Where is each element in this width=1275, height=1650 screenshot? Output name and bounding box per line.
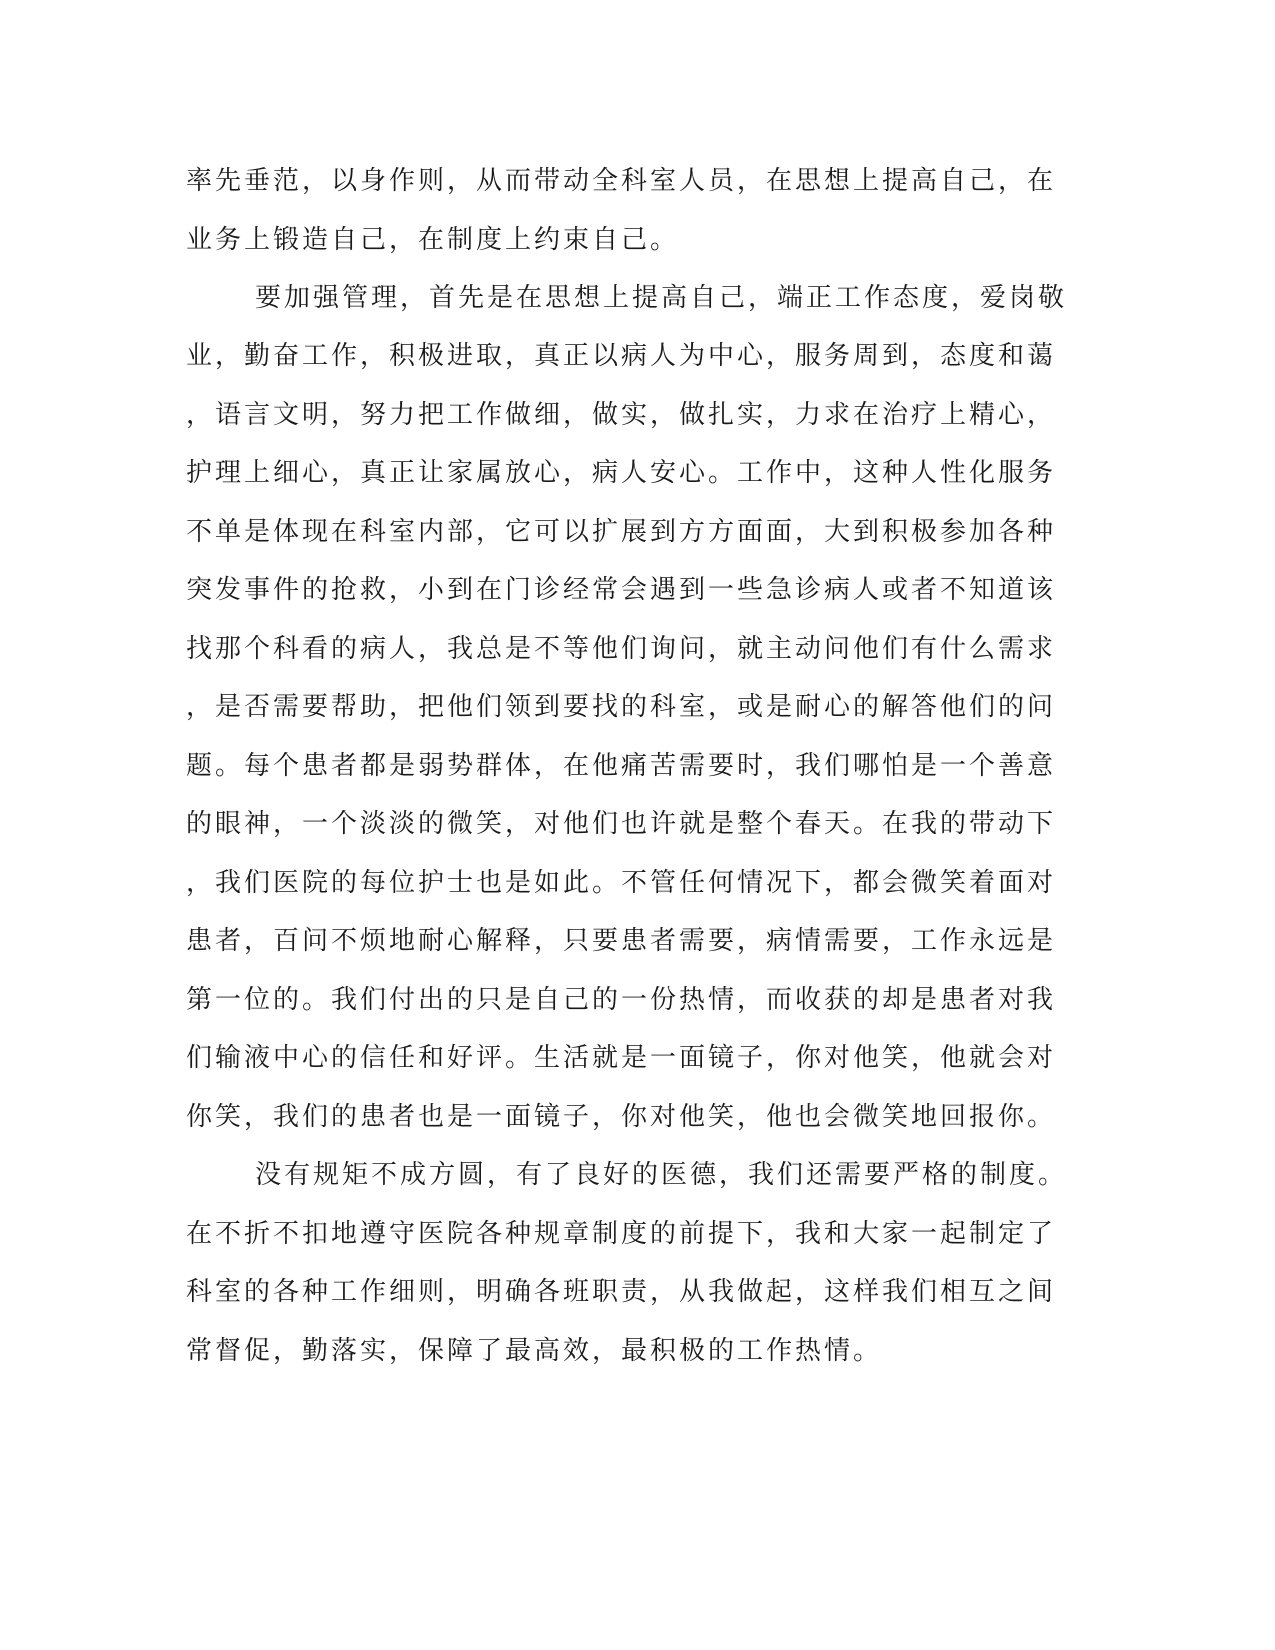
text-line: 在不折不扣地遵守医院各种规章制度的前提下，我和大家一起制定了 — [186, 1219, 1057, 1249]
text-line: 找那个科看的病人，我总是不等他们询问，就主动问他们有什么需求 — [186, 634, 1057, 664]
text-line: 护理上细心，真正让家属放心，病人安心。工作中，这种人性化服务 — [186, 458, 1057, 488]
text-line: ，是否需要帮助，把他们领到要找的科室，或是耐心的解答他们的问 — [186, 692, 1057, 722]
text-line: 不单是体现在科室内部，它可以扩展到方方面面，大到积极参加各种 — [186, 517, 1057, 547]
paragraph-first-line: 要加强管理，首先是在思想上提高自己，端正工作态度，爱岗敬 — [255, 283, 1068, 313]
text-line: ，语言文明，努力把工作做细，做实，做扎实，力求在治疗上精心， — [186, 400, 1057, 430]
text-line: 患者，百问不烦地耐心解释，只要患者需要，病情需要，工作永远是 — [186, 926, 1057, 956]
text-line: ，我们医院的每位护士也是如此。不管任何情况下，都会微笑着面对 — [186, 868, 1057, 898]
text-line: 业务上锻造自己，在制度上约束自己。 — [186, 225, 680, 255]
text-line: 们输液中心的信任和好评。生活就是一面镜子，你对他笑，他就会对 — [186, 1043, 1057, 1073]
text-line: 题。每个患者都是弱势群体，在他痛苦需要时，我们哪怕是一个善意 — [186, 751, 1057, 781]
paragraph-first-line: 没有规矩不成方圆，有了良好的医德，我们还需要严格的制度。 — [255, 1160, 1068, 1190]
text-line: 的眼神，一个淡淡的微笑，对他们也许就是整个春天。在我的带动下 — [186, 809, 1057, 839]
text-line: 突发事件的抢救，小到在门诊经常会遇到一些急诊病人或者不知道该 — [186, 575, 1057, 605]
text-line: 业，勤奋工作，积极进取，真正以病人为中心，服务周到，态度和蔼 — [186, 341, 1057, 371]
text-line: 第一位的。我们付出的只是自己的一份热情，而收获的却是患者对我 — [186, 985, 1057, 1015]
text-line: 常督促，勤落实，保障了最高效，最积极的工作热情。 — [186, 1336, 883, 1366]
text-line: 科室的各种工作细则，明确各班职责，从我做起，这样我们相互之间 — [186, 1277, 1057, 1307]
text-line: 率先垂范，以身作则，从而带动全科室人员，在思想上提高自己，在 — [186, 166, 1057, 196]
text-line: 你笑，我们的患者也是一面镜子，你对他笑，他也会微笑地回报你。 — [186, 1102, 1057, 1132]
